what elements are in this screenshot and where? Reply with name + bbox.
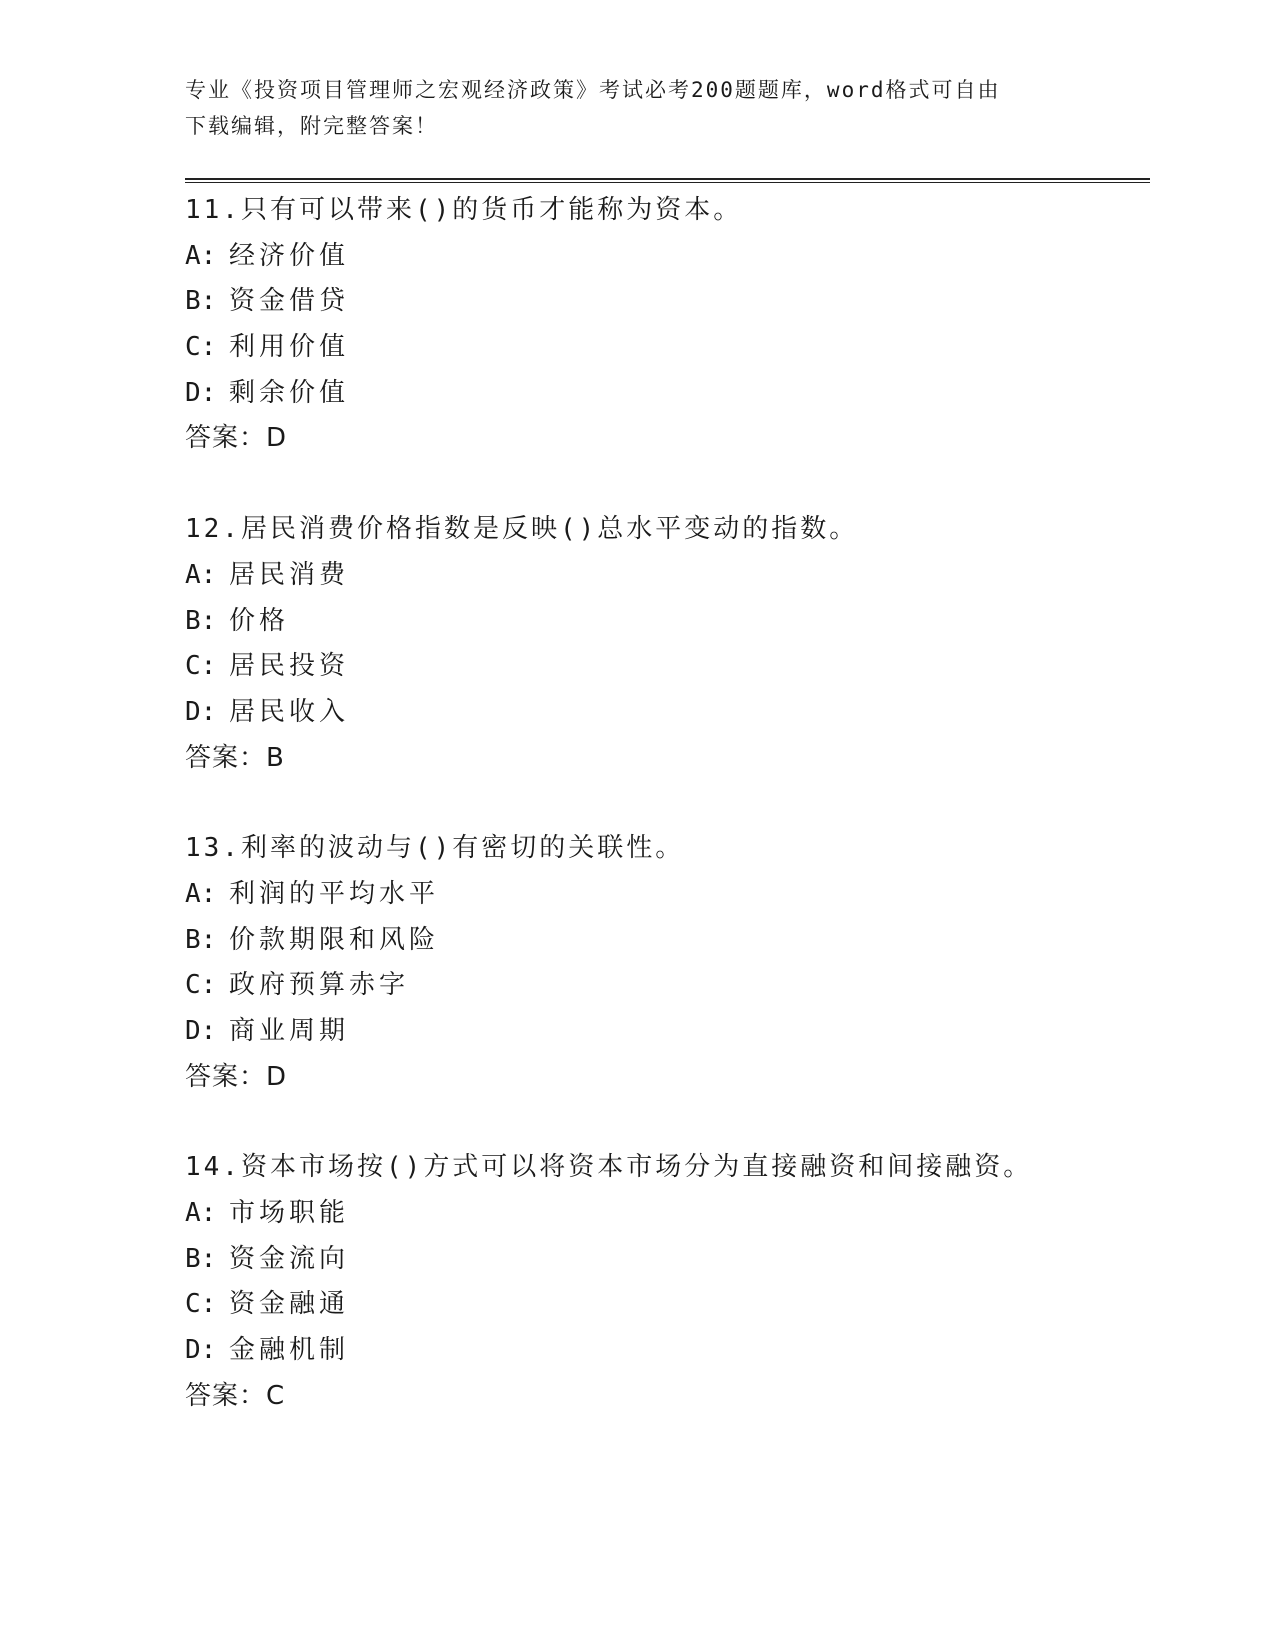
question-14 <box>185 1145 1150 1419</box>
answer-line: 答案：C <box>185 1380 286 1411</box>
option-text: 经济价值 <box>229 240 350 271</box>
question-11 <box>185 188 1150 462</box>
option-text: 政府预算赤字 <box>229 970 410 1001</box>
option-letter: A: <box>185 1198 217 1229</box>
option-a <box>185 553 1150 599</box>
option-a <box>185 872 1150 918</box>
option-letter: B: <box>185 286 217 317</box>
answer-line: 答案：D <box>185 423 288 454</box>
option-letter: B: <box>185 605 217 636</box>
question-stem: 12.居民消费价格指数是反映()总水平变动的指数。 <box>185 514 859 545</box>
option-text: 剩余价值 <box>229 377 350 408</box>
option-letter: D: <box>185 1016 217 1046</box>
option-letter: A: <box>185 878 217 909</box>
question-13 <box>185 826 1150 1100</box>
question-stem: 13.利率的波动与()有密切的关联性。 <box>185 833 685 864</box>
question-stem: 11.只有可以带来()的货币才能称为资本。 <box>185 195 743 225</box>
option-text: 居民消费 <box>229 559 350 590</box>
option-text: 商业周期 <box>229 1016 350 1046</box>
option-text: 价款期限和风险 <box>229 924 440 955</box>
document-header <box>185 72 1065 144</box>
option-letter: C: <box>185 651 217 682</box>
option-letter: D: <box>185 377 217 408</box>
header-line-2: 下载编辑，附完整答案！ <box>185 114 438 138</box>
option-letter: A: <box>185 559 217 590</box>
option-letter: D: <box>185 1335 217 1366</box>
option-b <box>185 918 1150 964</box>
option-text: 资金流向 <box>229 1243 350 1274</box>
option-text: 居民投资 <box>229 651 350 682</box>
option-text: 资金借贷 <box>229 286 350 317</box>
option-letter: A: <box>185 240 217 271</box>
option-letter: C: <box>185 332 217 363</box>
option-b <box>185 279 1150 325</box>
option-d <box>185 371 1150 417</box>
question-stem: 14.资本市场按()方式可以将资本市场分为直接融资和间接融资。 <box>185 1152 1033 1183</box>
option-letter: B: <box>185 1243 217 1274</box>
header-divider <box>185 178 1150 183</box>
option-text: 价格 <box>229 605 290 636</box>
option-text: 市场职能 <box>229 1198 350 1229</box>
option-b <box>185 599 1150 645</box>
header-line-1: 专业《投资项目管理师之宏观经济政策》考试必考200题题库，word格式可自由 <box>185 78 1001 102</box>
answer-line: 答案：D <box>185 1061 288 1092</box>
option-d <box>185 1009 1150 1055</box>
option-text: 金融机制 <box>229 1335 350 1366</box>
option-letter: B: <box>185 924 217 955</box>
option-letter: C: <box>185 970 217 1001</box>
option-letter: C: <box>185 1289 217 1320</box>
option-d <box>185 1328 1150 1374</box>
option-letter: D: <box>185 696 217 727</box>
option-text: 居民收入 <box>229 696 350 727</box>
option-a <box>185 1191 1150 1237</box>
option-a <box>185 234 1150 280</box>
answer-line: 答案：B <box>185 742 285 773</box>
option-c <box>185 325 1150 371</box>
question-12 <box>185 507 1150 781</box>
option-c <box>185 1282 1150 1328</box>
option-text: 利用价值 <box>229 332 350 363</box>
option-c <box>185 963 1150 1009</box>
option-d <box>185 690 1150 736</box>
option-b <box>185 1237 1150 1283</box>
question-list <box>185 188 1150 1465</box>
option-text: 资金融通 <box>229 1289 350 1320</box>
option-text: 利润的平均水平 <box>229 878 440 909</box>
option-c <box>185 644 1150 690</box>
